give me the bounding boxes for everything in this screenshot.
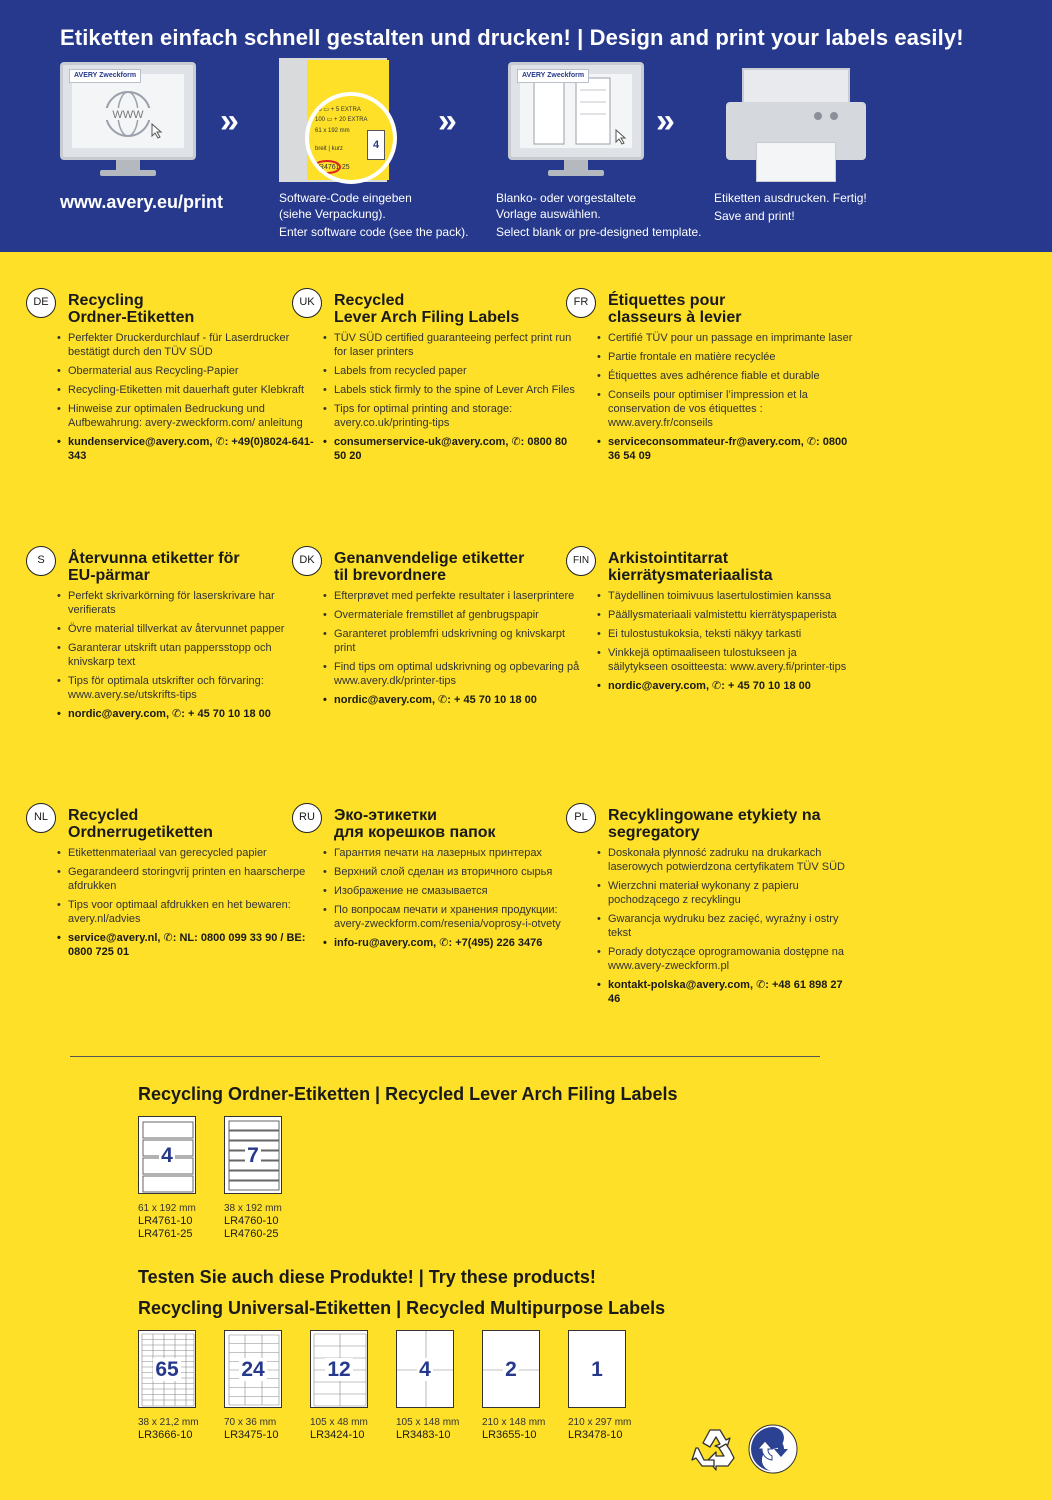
label-sheet-icon (138, 1116, 196, 1194)
contact-info[interactable]: • serviceconsommateur-fr@avery.com, ✆: 0800 36 54 09 (608, 435, 856, 463)
label-dimensions: 70 x 36 mm (224, 1417, 277, 1428)
contact-info[interactable]: • consumerservice-uk@avery.com, ✆: 0800 80 50 20 (334, 435, 582, 463)
lang-code: DK (292, 546, 322, 576)
lang-block-ru (299, 807, 582, 955)
list-item: • Partie frontale en matière recyclée (608, 350, 856, 364)
list-item: • Efterprøvet med perfekte resultater i laserprintere (334, 589, 582, 603)
lang-code: DE (26, 288, 56, 318)
list-item: • Övre material tillverkat av återvunnet papper (68, 622, 316, 636)
list-item: • Labels stick firmly to the spine of Lever Arch Files (334, 383, 582, 397)
product-sku: LR3666-10 (138, 1429, 193, 1441)
contact-info[interactable]: • nordic@avery.com, ✆: + 45 70 10 18 00 (68, 707, 316, 721)
lang-title: Recycling Ordner-Etiketten (68, 292, 195, 326)
label-count: 24 (241, 1358, 265, 1381)
list-item: • Garanterar utskrift utan pappersstopp och knivskarp text (68, 641, 316, 669)
lang-title: Recycled Ordnerrugetiketten (68, 807, 213, 841)
lang-title: Étiquettes pour classeurs à levier (608, 292, 742, 326)
lang-title: Genanvendelige etiketter til brevordnere (334, 550, 525, 584)
label-sheet-icon (396, 1330, 454, 1408)
label-sheet-icon (224, 1116, 282, 1194)
lang-code: RU (292, 803, 322, 833)
chevron-right-icon: » (656, 102, 669, 140)
label-count: 4 (419, 1358, 431, 1381)
lang-block-fr (573, 292, 856, 468)
magnifier-icon: 25 ▭ + 5 EXTRA 100 ▭ + 20 EXTRA 61 x 192 mm breit | kurz LR4761-25 4 (305, 92, 397, 184)
chevron-right-icon: » (438, 102, 451, 140)
list-item: • Tips for optimal printing and storage: avery.co.uk/printing-tips (334, 402, 582, 430)
lang-code: FIN (566, 546, 596, 576)
product-card[interactable] (482, 1330, 562, 1442)
list-item: • Wierzchni materiał wykonany z papieru pochodzącego z recyklingu (608, 879, 856, 907)
product-card[interactable] (396, 1330, 476, 1442)
label-count: 4 (161, 1144, 173, 1167)
avery-logo: AVERY Zweckform (69, 69, 141, 83)
label-dimensions: 105 x 48 mm (310, 1417, 368, 1428)
list-item: • По вопросам печати и хранения продукции: avery-zweckform.com/resenia/voprosy-i-otvety (334, 903, 582, 931)
globe-icon (72, 74, 184, 148)
product-card[interactable] (224, 1330, 304, 1442)
template-icon (520, 74, 632, 148)
monitor-icon (60, 62, 196, 160)
list-item: • Étiquettes aves adhérence fiable et durable (608, 369, 856, 383)
list-item: • Vinkkejä optimaaliseen tulostukseen ja säilytykseen osoitteesta: www.avery.fi/printer-tips (608, 646, 856, 674)
lang-title: Återvunna etiketter för EU-pärmar (68, 550, 240, 584)
contact-info[interactable]: • kundenservice@avery.com, ✆: +49(0)8024-641-343 (68, 435, 316, 463)
list-item: • Conseils pour optimiser l’impression et la conservation de vos étiquettes : www.avery.fr/conseils (608, 388, 856, 430)
product-sku: LR4761-10 (138, 1215, 193, 1227)
try-products-title: Testen Sie auch diese Produkte! | Try these products! (138, 1267, 596, 1287)
list-item: • Certifié TÜV pour un passage en imprimante laser (608, 331, 856, 345)
label-count: 12 (327, 1358, 351, 1381)
list-item: • Etikettenmateriaal van gerecycled papier (68, 846, 316, 860)
contact-info[interactable]: • nordic@avery.com, ✆: + 45 70 10 18 00 (334, 693, 582, 707)
list-item: • Gwarancja wydruku bez zacięć, wyraźny i ostry tekst (608, 912, 856, 940)
lang-block-de (33, 292, 316, 468)
lang-title: Recyklingowane etykiety na segregatory (608, 807, 821, 841)
lang-title: Arkistointitarrat kierrätysmateriaalista (608, 550, 773, 584)
recycle-icon (690, 1424, 740, 1474)
avery-logo: AVERY Zweckform (517, 69, 589, 83)
list-item: • Верхний слой сделан из вторичного сырья (334, 865, 582, 879)
contact-info[interactable]: • nordic@avery.com, ✆: + 45 70 10 18 00 (608, 679, 856, 693)
lang-block-dk (299, 550, 582, 712)
list-item: • Gegarandeerd storingvrij printen en haarscherpe afdrukken (68, 865, 316, 893)
product-card[interactable] (568, 1330, 648, 1442)
lang-code: UK (292, 288, 322, 318)
step-caption: Etiketten ausdrucken. Fertig! Save and print! (714, 191, 867, 223)
lang-code: FR (566, 288, 596, 318)
list-item: • Гарантия печати на лазерных принтерах (334, 846, 582, 860)
list-item: • Perfekter Druckerdurchlauf - für Laserdrucker bestätigt durch den TÜV SÜD (68, 331, 316, 359)
label-dimensions: 210 x 297 mm (568, 1417, 632, 1428)
lang-title: Эко-этикетки для корешков папок (334, 807, 496, 841)
lang-code: NL (26, 803, 56, 833)
step-caption: Blanko- oder vorgestaltete Vorlage auswählen. Select blank or pre-designed template. (496, 191, 702, 239)
list-item: • Täydellinen toimivuus lasertulostimien kanssa (608, 589, 856, 603)
label-count: 2 (505, 1358, 517, 1381)
printer-icon (742, 68, 850, 104)
list-item: • Obermaterial aus Recycling-Papier (68, 364, 316, 378)
banner-headline: Etiketten einfach schnell gestalten und drucken! | Design and print your labels easily! (60, 25, 964, 50)
list-item: • Hinweise zur optimalen Bedruckung und Aufbewahrung: avery-zweckform.com/ anleitung (68, 402, 316, 430)
lang-block-s (37, 550, 316, 726)
list-item: • TÜV SÜD certified guaranteeing perfect print run for laser printers (334, 331, 582, 359)
step-caption: Software-Code eingeben (siehe Verpackung). Enter software code (see the pack). (279, 191, 469, 239)
section-divider (70, 1056, 820, 1057)
product-sku: LR3478-10 (568, 1429, 623, 1441)
label-count: 65 (155, 1358, 179, 1381)
list-item: • Labels from recycled paper (334, 364, 582, 378)
list-item: • Tips voor optimaal afdrukken en het bewaren: avery.nl/advies (68, 898, 316, 926)
lang-code: PL (566, 803, 596, 833)
contact-info[interactable]: • info-ru@avery.com, ✆: +7(495) 226 3476 (334, 936, 582, 950)
main-products-title: Recycling Ordner-Etiketten | Recycled Lever Arch Filing Labels (138, 1084, 678, 1104)
lang-code: S (26, 546, 56, 576)
instructions-banner (0, 0, 1052, 252)
product-sku: LR3483-10 (396, 1429, 451, 1441)
monitor-icon (508, 62, 644, 160)
label-dimensions: 38 x 21,2 mm (138, 1417, 199, 1428)
contact-info[interactable]: • kontakt-polska@avery.com, ✆: +48 61 898 27 46 (608, 978, 856, 1006)
lang-block-pl (574, 807, 856, 1011)
green-dot-icon (748, 1424, 798, 1474)
product-card[interactable] (138, 1330, 218, 1442)
list-item: • Ei tulostustukoksia, teksti näkyy tarkasti (608, 627, 856, 641)
list-item: • Perfekt skrivarkörning för laserskrivare har verifierats (68, 589, 316, 617)
label-dimensions: 105 x 148 mm (396, 1417, 460, 1428)
label-dimensions: 61 x 192 mm (138, 1203, 196, 1214)
lang-title: Recycled Lever Arch Filing Labels (334, 292, 520, 326)
list-item: • Overmateriale fremstillet af genbrugspapir (334, 608, 582, 622)
list-item: • Recycling-Etiketten mit dauerhaft guter Klebkraft (68, 383, 316, 397)
label-sheet-icon (482, 1330, 540, 1408)
contact-info[interactable]: • service@avery.nl, ✆: NL: 0800 099 33 90 / BE: 0800 725 01 (68, 931, 316, 959)
product-card[interactable] (138, 1116, 218, 1241)
try-products-subtitle: Recycling Universal-Etiketten | Recycled Multipurpose Labels (138, 1298, 666, 1318)
label-sheet-icon (310, 1330, 368, 1408)
list-item: • Garanteret problemfri udskrivning og knivskarpt print (334, 627, 582, 655)
product-sku: LR4760-25 (224, 1228, 279, 1240)
product-card[interactable] (224, 1116, 304, 1241)
list-item: • Porady dotyczące oprogramowania dostępne na www.avery-zweckform.pl (608, 945, 856, 973)
label-dimensions: 210 x 148 mm (482, 1417, 546, 1428)
product-card[interactable] (310, 1330, 390, 1442)
label-sheet-icon (138, 1330, 196, 1408)
product-sku: LR3655-10 (482, 1429, 537, 1441)
label-count: 7 (247, 1144, 259, 1167)
label-sheet-icon (224, 1330, 282, 1408)
list-item: • Find tips om optimal udskrivning og opbevaring på www.avery.dk/printer-tips (334, 660, 582, 688)
website-url[interactable]: www.avery.eu/print (60, 192, 224, 212)
chevron-right-icon: » (220, 102, 233, 140)
list-item: • Tips för optimala utskrifter och förvaring: www.avery.se/utskrifts-tips (68, 674, 316, 702)
list-item: • Изображение не смазывается (334, 884, 582, 898)
product-sku: LR3424-10 (310, 1429, 365, 1441)
product-sku: LR4760-10 (224, 1215, 279, 1227)
label-sheet-icon (568, 1330, 626, 1408)
list-item: • Doskonała płynność zadruku na drukarkach laserowych potwierdzona certyfikatem TÜV SÜD (608, 846, 856, 874)
svg-text:WWW: WWW (112, 109, 144, 121)
lang-block-nl (33, 807, 316, 964)
lang-block-fin (572, 550, 856, 698)
product-sku: LR3475-10 (224, 1429, 279, 1441)
label-count: 1 (591, 1358, 603, 1381)
list-item: • Päällysmateriaali valmistettu kierrätyspaperista (608, 608, 856, 622)
product-sku: LR4761-25 (138, 1228, 193, 1240)
label-dimensions: 38 x 192 mm (224, 1203, 282, 1214)
lang-block-uk (299, 292, 582, 468)
